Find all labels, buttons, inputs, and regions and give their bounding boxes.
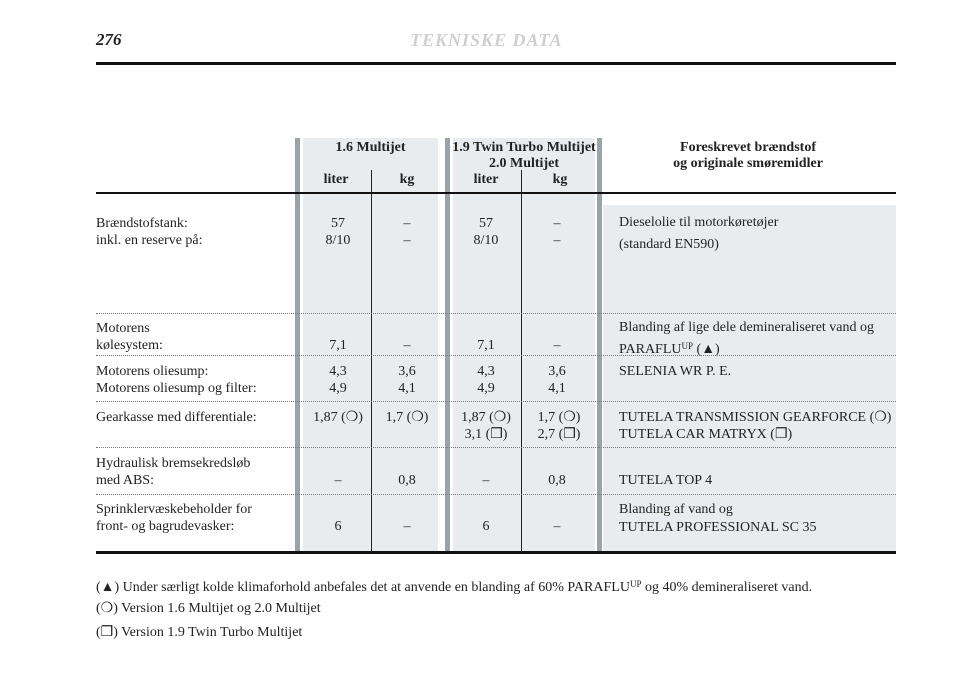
row-rule-1 [96,313,896,314]
cell-oil-a-liter: 4,3 4,9 [329,364,347,396]
cell-brake-a-liter: – [334,473,342,488]
divider-bar-3 [597,138,602,551]
cell-oil-a-kg: 3,6 4,1 [398,364,416,396]
footnote-triangle: (▲) Under særligt kolde klimaforhold anbefales det at anvende en blanding af 60% $PARAFLU^{UP}$ og 40% demineraliseret vand. [96,579,813,595]
cell-gear-product: TUTELA TRANSMISSION GEARFORCE (❍) TUTELA CAR MATRYX (❒) [619,410,892,442]
cell-gear-a-liter: 1,87 (❍) [313,410,363,425]
row-label-cooling: Motorens kølesystem: [96,321,163,353]
row-rule-5 [96,494,896,495]
table-bottom-rule [96,551,896,554]
header-kg-a: kg [399,172,415,187]
row-label-fuel-tank: Brændstofstank: inkl. en reserve på: [96,216,203,248]
cell-brake-b-liter: – [482,473,490,488]
row-rule-3 [96,401,896,402]
header-1-6-multijet: 1.6 Multijet [335,140,406,155]
cell-washer-a-kg: – [403,519,411,534]
header-liter-a: liter [323,172,349,187]
row-label-gearbox: Gearkasse med differentiale: [96,410,257,425]
cell-cooling-product: Blanding af lige dele demineraliseret vand og $PARAFLU^{UP}$ (▲) [619,320,875,357]
cell-brake-b-kg: 0,8 [548,473,566,488]
cell-brake-a-kg: 0,8 [398,473,416,488]
row-rule-4 [96,447,896,448]
cell-fuel-product: Dieselolie til motorkøretøjer (standard EN590) [619,215,779,252]
cell-fuel-b-kg: – – [553,216,561,248]
cell-brake-product: TUTELA TOP 4 [619,473,713,488]
header-liter-b: liter [473,172,499,187]
table-header-rule [96,192,896,194]
cell-cooling-a-liter: 7,1 [329,338,347,353]
cell-cooling-a-kg: – [403,338,411,353]
cell-washer-b-kg: – [553,519,561,534]
row-label-oil-sump: Motorens oliesump: Motorens oliesump og filter: [96,364,257,396]
cell-fuel-a-liter: 57 8/10 [325,216,351,248]
cell-gear-b-kg: 1,7 (❍) 2,7 (❒) [537,410,581,442]
footnote-circle: (❍) Version 1.6 Multijet og 2.0 Multijet [96,601,321,616]
row-rule-2 [96,355,896,356]
cell-oil-product: SELENIA WR P. E. [619,364,732,379]
cell-oil-b-liter: 4,3 4,9 [477,364,495,396]
header-fuel-lubricants: Foreskrevet brændstof og originale smøremidler [673,140,823,171]
divider-bar-2 [445,138,450,551]
footnote-square: (❒) Version 1.9 Twin Turbo Multijet [96,625,303,640]
row-label-washer: Sprinklervæskebeholder for front- og bagrudevasker: [96,502,252,534]
cell-cooling-b-kg: – [553,338,561,353]
header-kg-b: kg [552,172,568,187]
cell-gear-a-kg: 1,7 (❍) [385,410,429,425]
section-title: TEKNISKE DATA [410,30,563,50]
divider-bar-1 [295,138,300,551]
cell-cooling-b-liter: 7,1 [477,338,495,353]
cell-washer-product: Blanding af vand og TUTELA PROFESSIONAL SC 35 [619,502,817,535]
page-number: 276 [96,30,122,49]
row-label-brakes: Hydraulisk bremsekredsløb med ABS: [96,456,251,488]
cell-fuel-b-liter: 57 8/10 [473,216,499,248]
header-rule [96,62,896,65]
cell-washer-b-liter: 6 [482,519,490,534]
header-1-9-twin-turbo: 1.9 Twin Turbo Multijet 2.0 Multijet [452,140,596,171]
cell-washer-a-liter: 6 [334,519,342,534]
cell-gear-b-liter: 1,87 (❍) 3,1 (❒) [461,410,511,442]
cell-fuel-a-kg: – – [403,216,411,248]
cell-oil-b-kg: 3,6 4,1 [548,364,566,396]
